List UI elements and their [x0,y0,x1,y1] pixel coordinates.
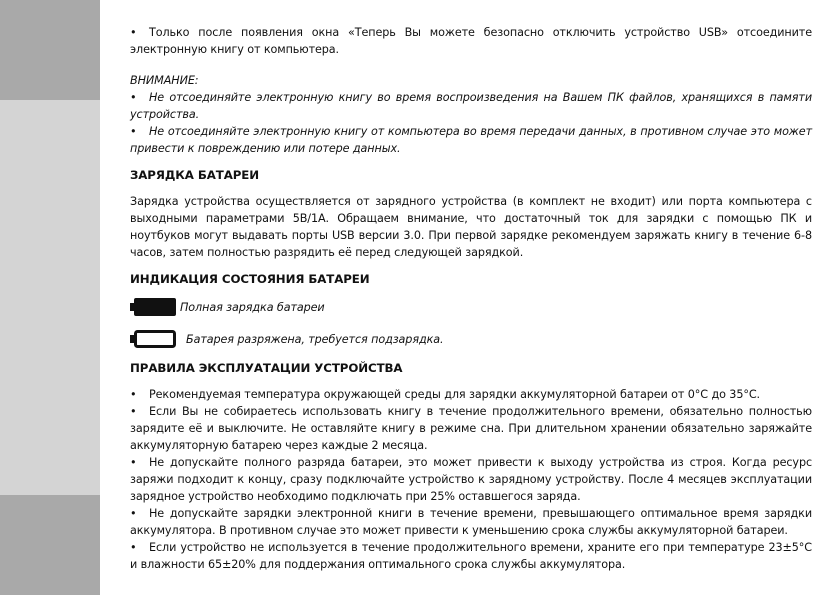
rules-item: • Если Вы не собираетесь использовать книгу в течение продолжительного времени, обязательно полностью зарядите её и выключите. Не оставляйте книгу в режиме сна. При длительном хранении обязательно заряжайте аккумуляторную батарею через каждые 2 месяца. [130,403,812,454]
rules-item: • Если устройство не используется в течение продолжительного времени, храните его при температуре 23±5°C и влажности 65±20% для поддержания оптимального срока службы аккумулятора. [130,539,812,573]
battery-empty-row [130,328,812,350]
battery-empty-icon [130,328,178,350]
rules-item: • Не допускайте полного разряда батареи, это может привести к выходу устройства из строя. Когда ресурс заряжи подходит к концу, сразу подключайте устройство к зарядному устройству. После 4 месяцев эксплуатации зарядное устройство необходимо подключать при 25% оставшегося заряда. [130,454,812,505]
sidebar-middle-block [0,100,100,495]
charging-text: Зарядка устройства осуществляется от зарядного устройства (в комплект не входит) или порта компьютера с выходными параметрами 5В/1А. Обращаем внимание, что достаточный ток для зарядки с помощью ПК и ноутбуков могут выдавать порты USB версии 3.0. При первой зарядке рекомендуем заряжать книгу в течение 6-8 часов, затем полностью разрядить её перед следующей зарядкой. [130,195,812,259]
battery-full-icon [130,296,178,318]
warning-item: • Не отсоединяйте электронную книгу от компьютера во время передачи данных, в противном случае это может привести к повреждению или потере данных. [130,123,812,157]
rules-heading: ПРАВИЛА ЭКСПЛУАТАЦИИ УСТРОЙСТВА [130,361,403,375]
rules-item: • Не допускайте зарядки электронной книги в течение времени, превышающего оптимальное время зарядки аккумулятора. В противном случае это может привести к уменьшению срока службы аккумуляторной батареи. [130,505,812,539]
warning-item: • Не отсоединяйте электронную книгу во время воспроизведения на Вашем ПК файлов, хранящихся в памяти устройства. [130,89,812,123]
manual-page [130,24,812,573]
battery-empty-label: Батарея разряжена, требуется подзарядка. [186,332,444,346]
battery-full-row [130,296,812,318]
sidebar-bottom-block [0,495,100,595]
battery-full-label: Полная зарядка батареи [180,300,325,314]
sidebar-top-block [0,0,100,100]
indication-heading: ИНДИКАЦИЯ СОСТОЯНИЯ БАТАРЕИ [130,272,370,286]
charging-heading: ЗАРЯДКА БАТАРЕИ [130,168,260,182]
rules-item: • Рекомендуемая температура окружающей среды для зарядки аккумуляторной батареи от 0°C до 35°C. [130,386,812,403]
intro-bullet: • Только после появления окна «Теперь Вы можете безопасно отключить устройство USB» отсоедините электронную книгу от компьютера. [130,24,812,58]
warning-title: ВНИМАНИЕ: [130,74,199,87]
